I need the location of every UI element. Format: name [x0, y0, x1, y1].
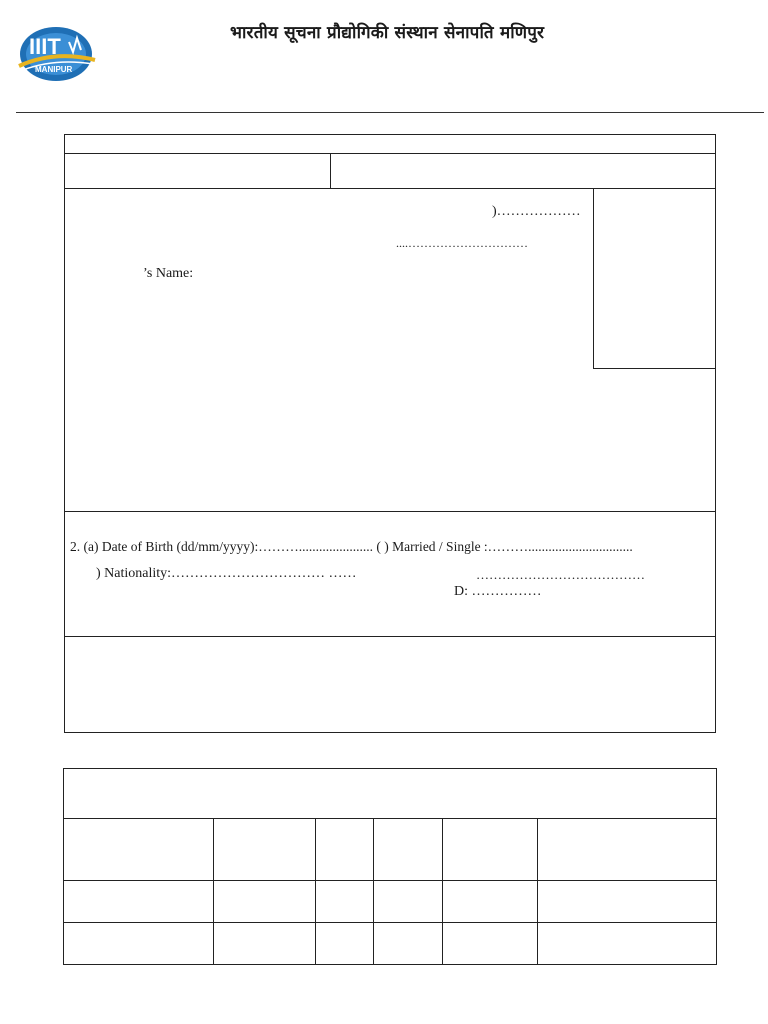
- line-dots-2: ....…………………………: [396, 236, 528, 250]
- d-line: D: ……………: [454, 584, 542, 599]
- form-divider-1: [64, 153, 716, 154]
- table-col-1: [213, 818, 214, 965]
- table-header-divider: [63, 818, 717, 819]
- form-divider-3: [64, 511, 716, 512]
- line-paren-dots: )………………: [492, 204, 581, 219]
- photo-box[interactable]: [593, 188, 716, 369]
- table-col-3: [373, 818, 374, 965]
- table-col-4: [442, 818, 443, 965]
- form-divider-4: [64, 636, 716, 637]
- nationality-line: ) Nationality:…………………………… ……: [96, 566, 357, 581]
- logo-subtext: MANIPUR: [35, 65, 73, 74]
- table-col-2: [315, 818, 316, 965]
- iiit-manipur-logo: [15, 20, 97, 82]
- dob-marital-line: 2. (a) Date of Birth (dd/mm/yyyy):………...................... ( ) Married / Single :………...............................: [70, 539, 633, 554]
- table-row-divider-1: [63, 880, 717, 881]
- institute-title-hindi: भारतीय सूचना प्रौद्योगिकी संस्थान सेनापति मणिपुर: [230, 23, 545, 43]
- table-block: [63, 768, 717, 965]
- name-label: ’s Name:: [143, 266, 194, 281]
- dots-line-right: …………………………………: [476, 567, 645, 582]
- table-col-5: [537, 818, 538, 965]
- form-col-divider: [330, 153, 331, 188]
- table-row-divider-2: [63, 922, 717, 923]
- header-rule: [16, 112, 764, 113]
- logo-text: IIIT: [29, 34, 61, 59]
